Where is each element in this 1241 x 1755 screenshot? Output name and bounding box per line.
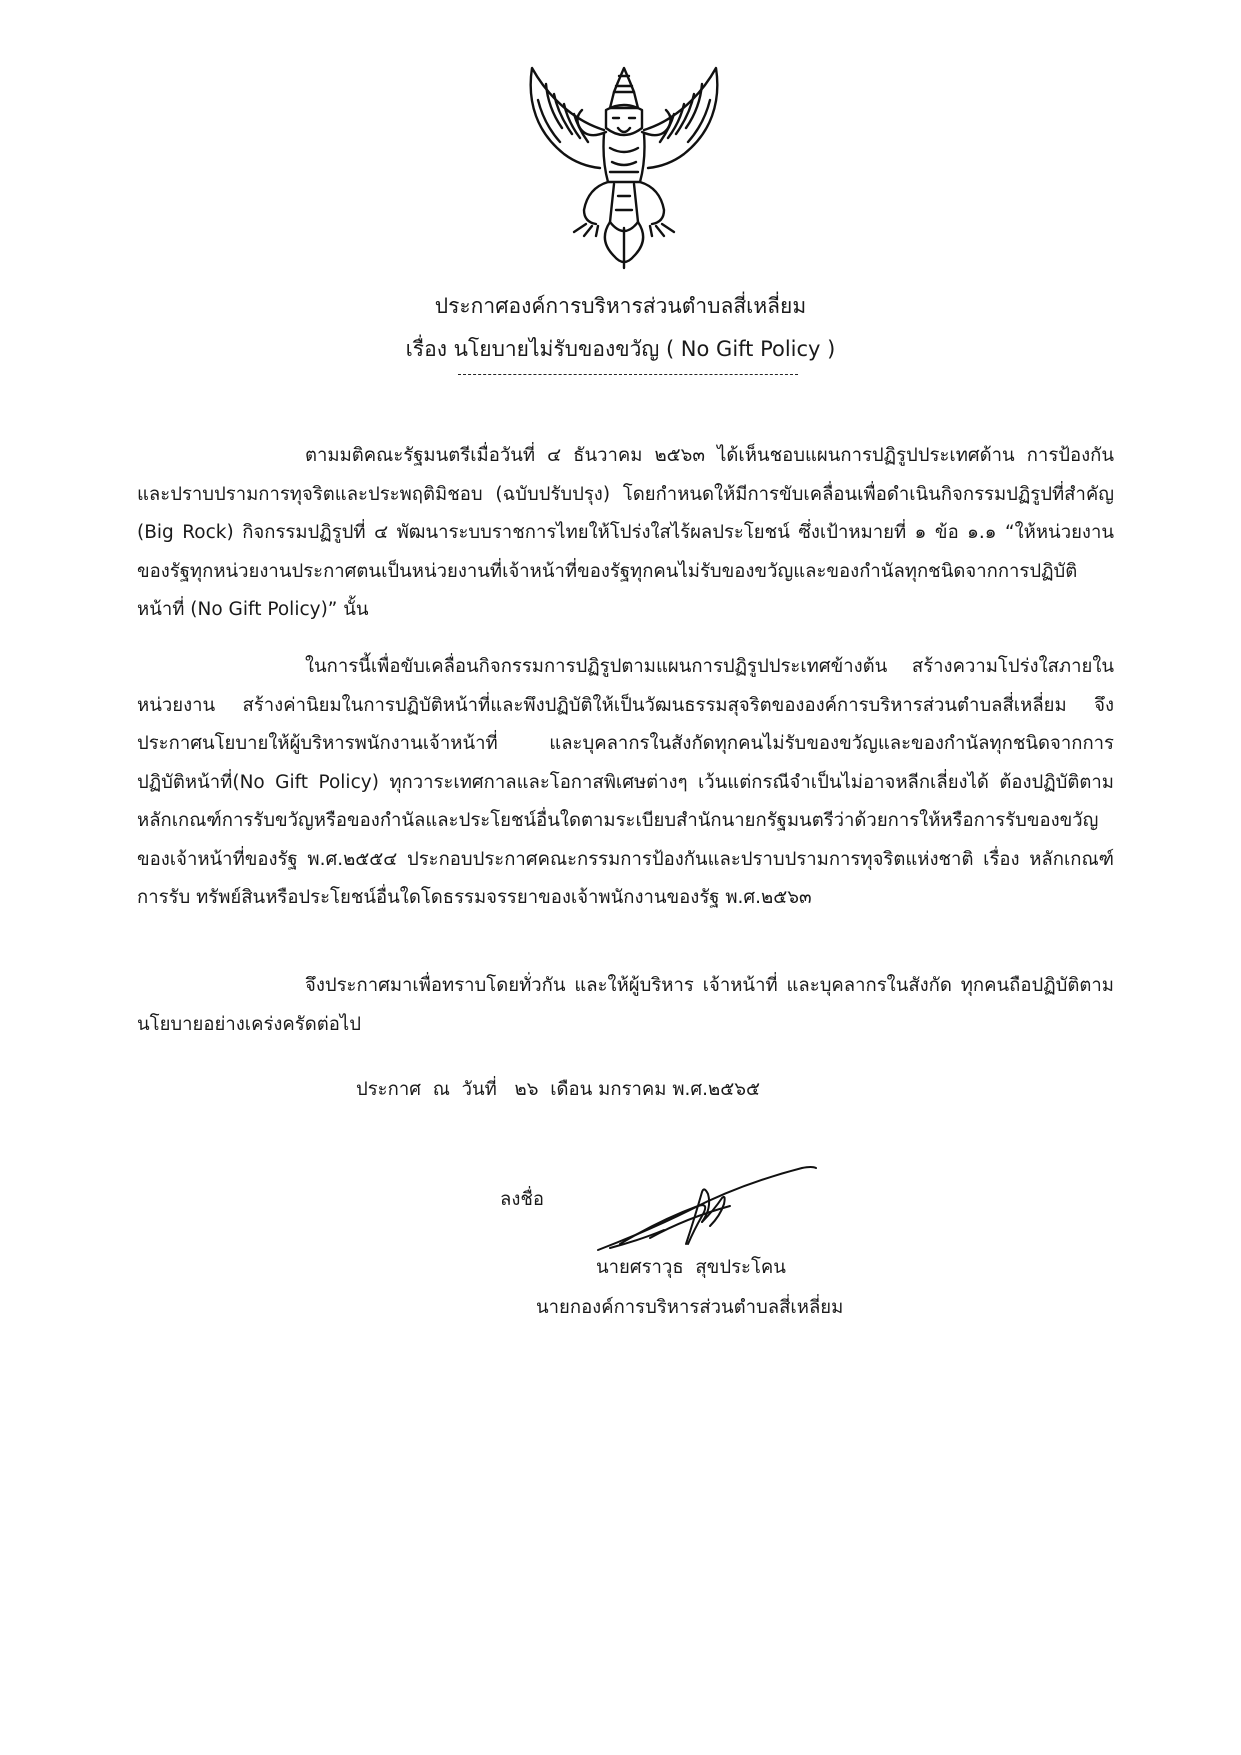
handwritten-signature — [590, 1160, 820, 1255]
title-separator — [458, 374, 798, 375]
body-paragraph-3: จึงประกาศมาเพื่อทราบโดยทั่วกัน และให้ผู้บริหาร เจ้าหน้าที่ และบุคลากรในสังกัด ทุกคนถือปฏิบัติตามนโยบายอย่างเคร่งครัดต่อไป — [137, 975, 1114, 1035]
body-paragraph-2: ในการนี้เพื่อขับเคลื่อนกิจกรรมการปฏิรูปตามแผนการปฏิรูปประเทศข้างต้น สร้างความโปร่งใสภายในหน่วยงาน สร้างค่านิยมในการปฏิบัติหน้าที่และพึงปฏิบัติให้เป็นวัฒนธรรมสุจริตขององค์การบริหารส่วนตำบลสี่เหลี่ยม จึงประกาศนโยบายให้ผู้บริหารพนักงานเจ้าหน้าที่ และบุคลากรในสังกัดทุกคนไม่รับของขวัญและของกำนัลทุกชนิดจากการปฏิบัติหน้าที่(No Gift Policy) ทุกวาระเทศกาลและโอกาสพิเศษต่างๆ เว้นแต่กรณีจำเป็นไม่อาจหลีกเลี่ยงได้ ต้องปฏิบัติตามหลักเกณฑ์การรับขวัญหรือของกำนัลและประโยชน์อื่นใดตามระเบียบสำนักนายกรัฐมนตรีว่าด้วยการให้หรือการรับของขวัญ ของเจ้าหน้าที่ของรัฐ พ.ศ.๒๕๕๔ ประกอบประกาศคณะกรรมการป้องกันและปราบปรามการทุจริตแห่งชาติ เรื่อง หลักเกณฑ์การรับ ทรัพย์สินหรือประโยชน์อื่นใดโดธรรมจรรยาของเจ้าพนักงานของรัฐ พ.ศ.๒๕๖๓ — [137, 656, 1114, 908]
sign-label: ลงชื่อ — [500, 1189, 545, 1210]
body-paragraph-1: ตามมติคณะรัฐมนตรีเมื่อวันที่ ๔ ธันวาคม ๒๕๖๓ ได้เห็นชอบแผนการปฏิรูปประเทศด้าน การป้องกันและปราบปรามการทุจริตและประพฤติมิชอบ (ฉบับปรับปรุง) โดยกำหนดให้มีการขับเคลื่อนเพื่อดำเนินกิจกรรมปฏิรูปที่สำคัญ (Big Rock) กิจกรรมปฏิรูปที่ ๔ พัฒนาระบบราชการไทยให้โปร่งใสไร้ผลประโยชน์ ซึ่งเป้าหมายที่ ๑ ข้อ ๑.๑ “ให้หน่วยงานของรัฐทุกหน่วยงานประกาศตนเป็นหน่วยงานที่เจ้าหน้าที่ของรัฐทุกคนไม่รับของขวัญและของกำนัลทุกชนิดจากการปฏิบัติหน้าที่ (No Gift Policy)” นั้น — [137, 445, 1114, 620]
announcement-date: ประกาศ ณ วันที่ ๒๖ เดือน มกราคม พ.ศ.๒๕๖๕ — [356, 1079, 760, 1100]
announcement-title: ประกาศองค์การบริหารส่วนตำบลสี่เหลี่ยม — [434, 294, 807, 318]
signer-position: นายกองค์การบริหารส่วนตำบลสี่เหลี่ยม — [536, 1297, 844, 1318]
garuda-emblem — [518, 64, 730, 274]
announcement-subject: เรื่อง นโยบายไม่รับของขวัญ ( No Gift Policy ) — [405, 337, 836, 361]
signer-name: นายศราวุธ สุขประโคน — [596, 1257, 786, 1278]
